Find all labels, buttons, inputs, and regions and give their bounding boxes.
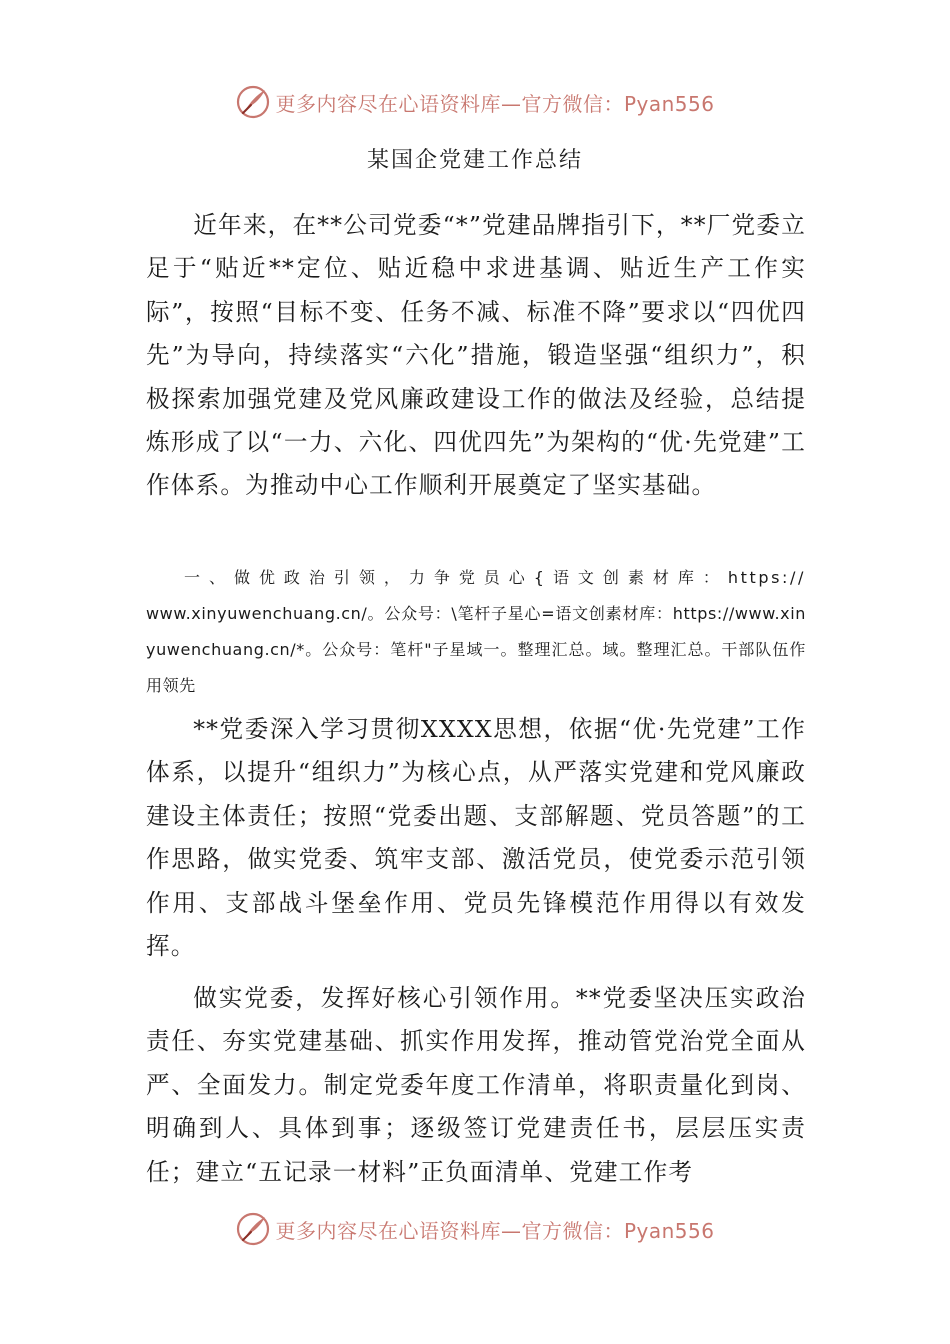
watermark-text: 更多内容尽在心语资料库—官方微信：Pyan556 <box>275 91 715 116</box>
paragraph-party-committee: **党委深入学习贯彻XXXX思想，依据“优·先党建”工作体系，以提升“组织力”为核心点，从严落实党建和党风廉政建设主体责任；按照“党委出题、支部解题、党员答题”的工作思路，做实党委、筑牢支部、激活党员，使党委示范引领作用、支部战斗堡垒作用、党员先锋模范作用得以有效发挥。 <box>146 715 806 961</box>
paragraph-core-leading: 做实党委，发挥好核心引领作用。**党委坚决压实政治责任、夯实党建基础、抓实作用发挥，推动管党治党全面从严、全面发力。制定党委年度工作清单，将职责量化到岗、明确到人、具体到事；逐级签订党建责任书，层层压实责任；建立“五记录一材料”正负面清单、党建工作考 <box>146 984 806 1186</box>
section-heading-line1: 一、做优政治引领，力争党员心{语文创素材库：https:// <box>184 568 806 587</box>
top-watermark-banner <box>0 82 950 122</box>
bottom-watermark-banner <box>0 1209 950 1249</box>
watermark-text: 更多内容尽在心语资料库—官方微信：Pyan556 <box>275 1218 715 1243</box>
feather-logo-icon <box>235 1211 271 1247</box>
feather-logo-icon <box>235 84 271 120</box>
document-title: 某国企党建工作总结 <box>366 148 583 173</box>
section-heading-1 <box>146 560 806 704</box>
paragraph-intro: 近年来，在**公司党委“*”党建品牌指引下，**厂党委立足于“贴近**定位、贴近稳中求进基调、贴近生产工作实际”，按照“目标不变、任务不减、标准不降”要求以“四优四先”为导向，持续落实“六化”措施，锻造坚强“组织力”，积极探索加强党建及党风廉政建设工作的做法及经验，总结提炼形成了以“一力、六化、四优四先”为架构的“优·先党建”工作体系。为推动中心工作顺利开展奠定了坚实基础。 <box>146 211 806 500</box>
section-heading-rest: www.xinyuwenchuang.cn/。公众号：\笔杆子星心=语文创素材库：https://www.xinyuwenchuang.cn/*。公众号：笔杆"子星域一。整理汇总。域。整理汇总。干部队伍作用领先 <box>146 604 806 695</box>
